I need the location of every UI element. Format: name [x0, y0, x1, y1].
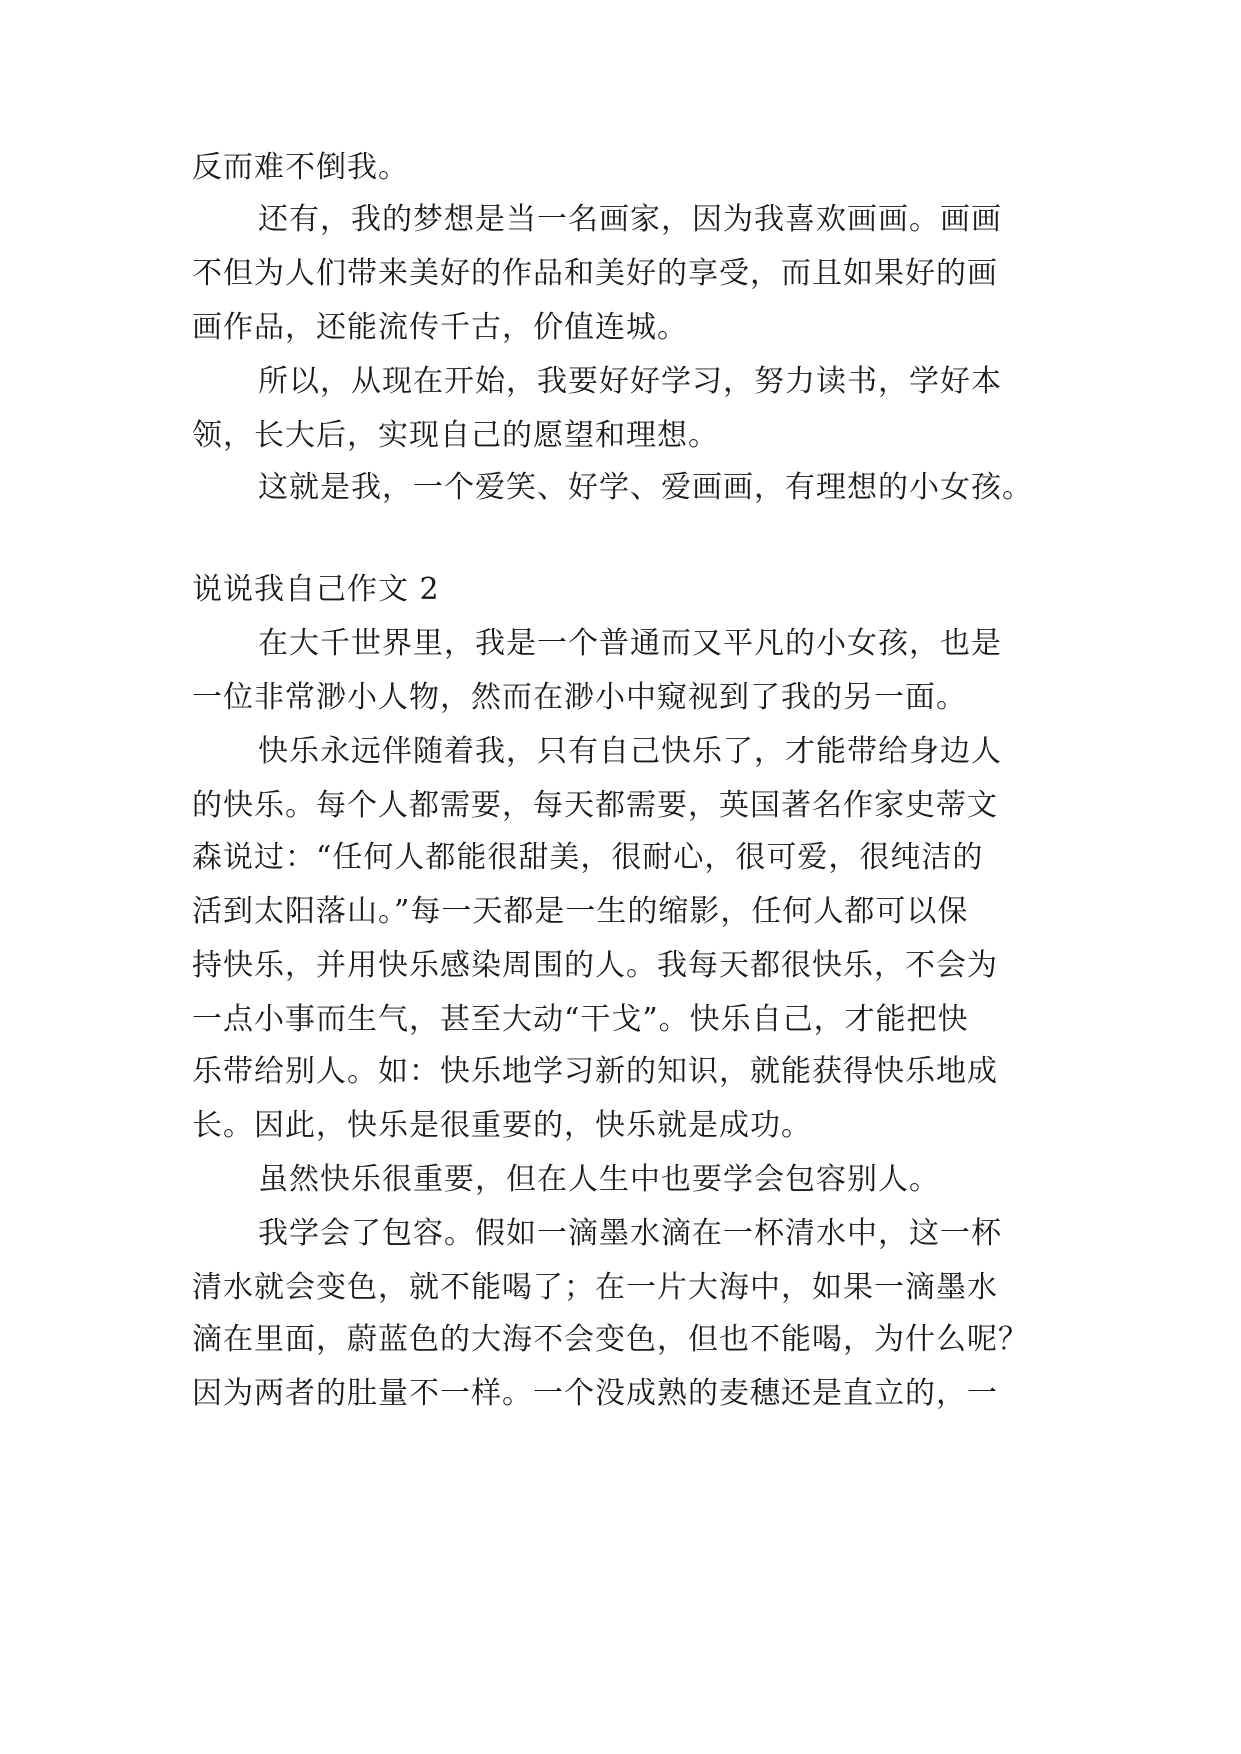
text-line: 一点小事而生气，甚至大动“干戈”。快乐自己，才能把快 [192, 1002, 969, 1037]
paragraph-first-line: 在大千世界里，我是一个普通而又平凡的小女孩，也是 [258, 626, 1002, 661]
paragraph-first-line: 还有，我的梦想是当一名画家，因为我喜欢画画。画画 [258, 202, 1002, 237]
paragraph-first-line: 虽然快乐很重要，但在人生中也要学会包容别人。 [258, 1162, 940, 1197]
section-heading: 说说我自己作文 2 [192, 572, 440, 607]
text-line: 一位非常渺小人物，然而在渺小中窥视到了我的另一面。 [192, 680, 967, 715]
text-line: 因为两者的肚量不一样。一个没成熟的麦穗还是直立的，一 [192, 1376, 998, 1411]
paragraph-first-line: 所以，从现在开始，我要好好学习，努力读书，学好本 [258, 364, 1002, 399]
text-line: 森说过：“任何人都能很甜美，很耐心，很可爱，很纯洁的 [192, 840, 984, 875]
text-line: 的快乐。每个人都需要，每天都需要，英国著名作家史蒂文 [192, 788, 998, 823]
paragraph-first-line: 快乐永远伴随着我，只有自己快乐了，才能带给身边人 [258, 734, 1002, 769]
text-line: 滴在里面，蔚蓝色的大海不会变色，但也不能喝，为什么呢？ [192, 1322, 1029, 1357]
text-line: 不但为人们带来美好的作品和美好的享受，而且如果好的画 [192, 256, 998, 291]
text-line: 反而难不倒我。 [192, 150, 409, 185]
text-line: 持快乐，并用快乐感染周围的人。我每天都很快乐，不会为 [192, 948, 998, 983]
paragraph-first-line: 这就是我，一个爱笑、好学、爱画画，有理想的小女孩。 [258, 470, 1033, 505]
paragraph-first-line: 我学会了包容。假如一滴墨水滴在一杯清水中，这一杯 [258, 1216, 1002, 1251]
text-line: 画作品，还能流传千古，价值连城。 [192, 310, 688, 345]
text-line: 长。因此，快乐是很重要的，快乐就是成功。 [192, 1108, 812, 1143]
text-line: 清水就会变色，就不能喝了；在一片大海中，如果一滴墨水 [192, 1270, 998, 1305]
text-line: 乐带给别人。如：快乐地学习新的知识，就能获得快乐地成 [192, 1054, 998, 1089]
text-line: 领，长大后，实现自己的愿望和理想。 [192, 418, 719, 453]
text-line: 活到太阳落山。”每一天都是一生的缩影，任何人都可以保 [192, 894, 969, 929]
